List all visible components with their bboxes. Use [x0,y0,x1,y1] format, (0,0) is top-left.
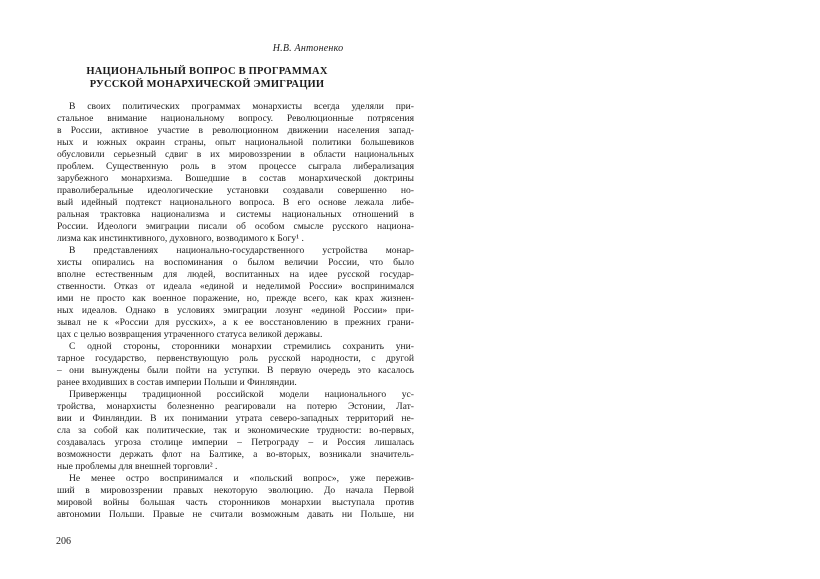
text-line: создавалась угроза столице империи – Петрограду – и Россия лишалась [57,437,414,448]
text-line: цах с целью возвращения утраченного статуса великой державы. [57,329,323,340]
text-line: России. Идеологи эмиграции писали об особом смысле русского национа- [57,221,414,232]
text-line: вый идейный подтекст национального вопроса. В его основе лежала либе- [57,197,414,208]
article-title-line-2: РУССКОЙ МОНАРХИЧЕСКОЙ ЭМИГРАЦИИ [89,79,325,90]
text-line: тройства, монархисты болезненно реагировали на потерю Эстонии, Лат- [57,401,414,412]
article-title [57,65,357,91]
text-line: возможности держать флот на Балтике, а во-вторых, возникали значитель- [57,449,414,460]
text-line: мировой войны большая часть сторонников монархии выступала против [57,497,414,508]
text-line: Не менее остро воспринимался и «польский вопрос», уже пережив- [69,473,414,484]
text-line: лизма как инстинктивного, духовного, возводимого к Богу¹ . [57,233,304,244]
text-line: обусловили серьезный сдвиг в их мировоззрении в области национальных [57,149,414,160]
text-line: тарное государство, первенствующую роль русской народности, с другой [57,353,414,364]
text-line: стальное внимание национальному вопросу. Революционные потрясения [57,113,414,124]
article-title-line-1: НАЦИОНАЛЬНЫЙ ВОПРОС В ПРОГРАММАХ [86,66,328,77]
text-line: зывал не к «России для русских», а к ее восстановлению в прежних грани- [57,317,414,328]
text-line: вии и Финляндии. В их понимании утрата северо-западных территорий не- [57,413,414,424]
author-name: Н.В. Антоненко [272,43,344,54]
text-line: проблем. Существенную роль в этом процессе сыграла либерализация [57,161,414,172]
text-line: в России, активное участие в революционном движении населения запад- [57,125,414,136]
text-line: вполне естественным для людей, воспитанных на идее русской государ- [57,269,414,280]
text-line: зарубежного монархизма. Вошедшие в состав монархической доктрины [57,173,414,184]
text-line: ные проблемы для внешней торговли² . [57,461,218,472]
text-line: В своих политических программах монархисты всегда уделяли при- [69,101,414,112]
page-number: 206 [56,536,71,547]
body-text [57,101,414,521]
text-line: ший в мировоззрении правых некоторую эволюцию. До начала Первой [57,485,414,496]
text-line: сла за собой как политические, так и экономические трудности: во-первых, [57,425,414,436]
text-line: – они вынуждены были пойти на уступки. В первую очередь это касалось [57,365,414,376]
text-line: ных и южных окраин страны, опыт национальной политики большевиков [57,137,414,148]
text-line: Приверженцы традиционной российской модели национального ус- [69,389,414,400]
text-line: праволиберальные идеологические установки создавали совершенно но- [57,185,414,196]
text-line: ранее входивших в состав империи Польши и Финляндии. [57,377,297,388]
text-line: ных идеалов. Однако в условиях эмиграции лозунг «единой России» при- [57,305,414,316]
text-line: ими не просто как военное поражение, но, прежде всего, как крах жизнен- [57,293,414,304]
text-line: ственности. Отказ от идеала «единой и неделимой России» воспринимался [57,281,414,292]
text-line: ральная трактовка национализма и системы национальных отношений в [57,209,414,220]
text-line: хисты опирались на воспоминания о былом величии России, что было [57,257,414,268]
text-line: С одной стороны, сторонники монархии стремились сохранить уни- [69,341,414,352]
text-line: В представлениях национально-государственного устройства монар- [69,245,414,256]
text-line: автономии Польши. Правые не считали возможным давать ни Польше, ни [57,509,414,520]
